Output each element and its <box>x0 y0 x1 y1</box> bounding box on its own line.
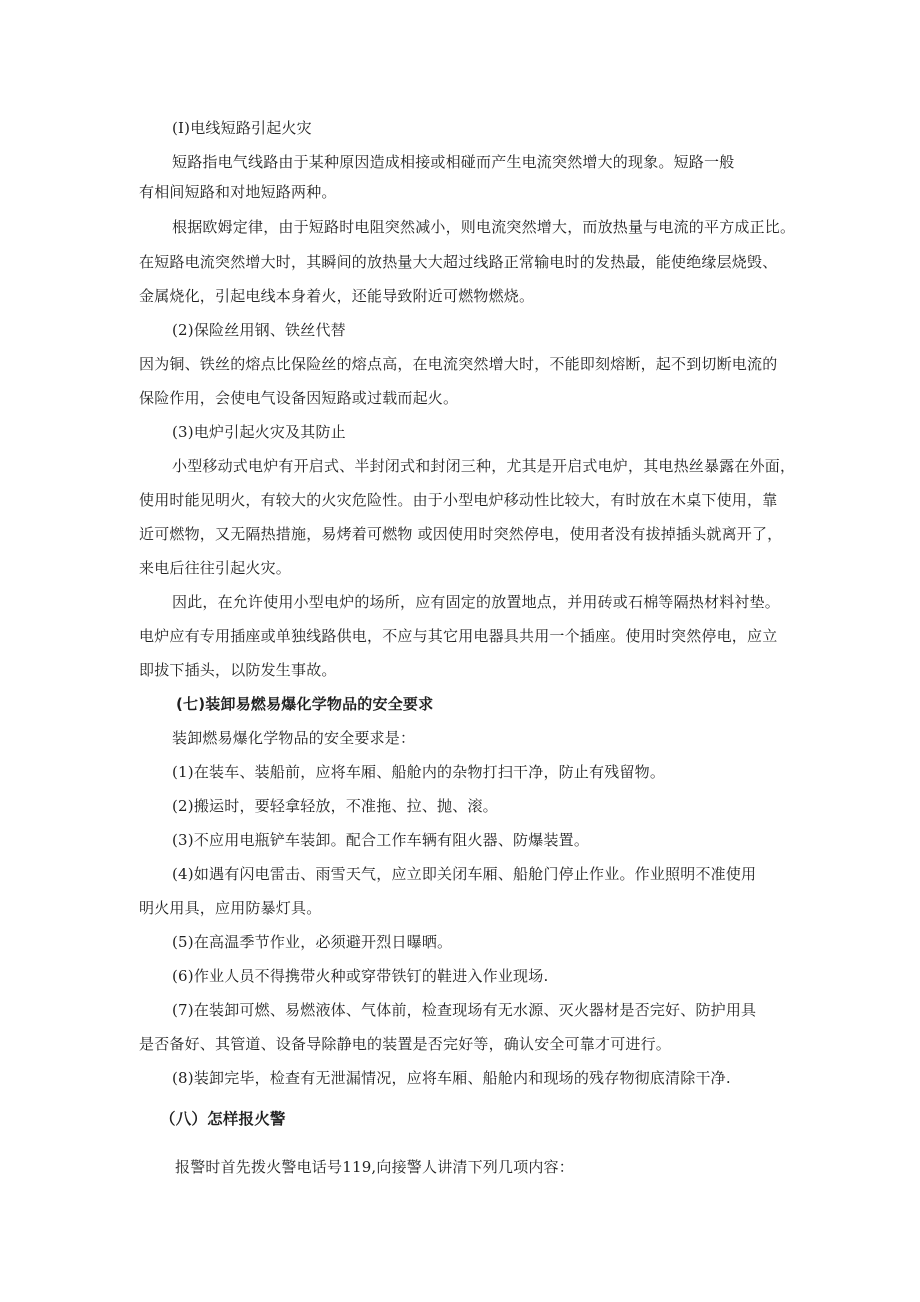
paragraph-line: 在短路电流突然增大时，其瞬间的放热量大大超过线路正常输电时的发热最，能使绝缘层烧毁、 <box>139 253 778 271</box>
heading-fuse-replacement: (2)保险丝用钢、铁丝代替 <box>172 321 346 339</box>
paragraph-line: 因为铜、铁丝的熔点比保险丝的熔点高，在电流突然增大时，不能即刻熔断，起不到切断电流的 <box>139 355 778 373</box>
paragraph-line: 来电后往往引起火灾。 <box>139 559 292 577</box>
list-item: (6)作业人员不得携带火种或穿带铁钉的鞋进入作业现场. <box>172 967 549 985</box>
list-item: (1)在装车、装船前，应将车厢、船舱内的杂物打扫干净，防止有残留物。 <box>172 763 666 781</box>
list-item: (2)搬运时，要轻拿轻放，不准拖、拉、抛、滚。 <box>172 797 498 815</box>
paragraph-line: 短路指电气线路由于某种原因造成相接或相碰而产生电流突然增大的现象。短路一般 <box>172 153 735 171</box>
paragraph-line: 根据欧姆定律，由于短路时电阻突然减小，则电流突然增大，而放热量与电流的平方成正比。 <box>172 218 796 236</box>
paragraph-line: 金属烧化，引起电线本身着火，还能导致附近可燃物燃烧。 <box>139 287 535 305</box>
paragraph-line: 保险作用，会使电气设备因短路或过载而起火。 <box>139 389 459 407</box>
list-item: (5)在高温季节作业，必须避开烈日曝晒。 <box>172 933 453 951</box>
paragraph-line: 使用时能见明火，有较大的火灾危险性。由于小型电炉移动性比较大，有时放在木桌下使用，靠 <box>139 491 778 509</box>
list-item-continuation: 是否备好、其管道、设备导除静电的装置是否完好等，确认安全可靠才可进行。 <box>139 1035 672 1053</box>
paragraph-line: 装卸燃易爆化学物品的安全要求是： <box>172 729 416 747</box>
list-item-continuation: 明火用具，应用防暴灯具。 <box>139 899 322 917</box>
paragraph-line: 即拔下插头，以防发生事故。 <box>139 661 337 679</box>
list-item: (3)不应用电瓶铲车装卸。配合工作车辆有阻火器、防爆装置。 <box>172 831 590 849</box>
heading-short-circuit-fire: (I)电线短路引起火灾 <box>172 119 312 137</box>
paragraph-line: 小型移动式电炉有开启式、半封闭式和封闭三种，尤其是开启式电炉，其电热丝暴露在外面， <box>172 457 796 475</box>
section-7-title: (七)装卸易燃易爆化学物品的安全要求 <box>176 695 434 713</box>
paragraph-line: 报警时首先拨火警电话号119,向接警人讲清下列几项内容： <box>175 1158 575 1176</box>
paragraph-line: 有相间短路和对地短路两种。 <box>139 183 337 201</box>
list-item: (7)在装卸可燃、易燃液体、气体前，检查现场有无水源、灭火器材是否完好、防护用具 <box>172 1001 757 1019</box>
paragraph-line: 电炉应有专用插座或单独线路供电，不应与其它用电器具共用一个插座。使用时突然停电，应立 <box>139 627 778 645</box>
heading-electric-stove-fire: (3)电炉引起火灾及其防止 <box>172 423 346 441</box>
list-item: (8)装卸完毕，检查有无泄漏情况，应将车厢、船舱内和现场的残存物彻底清除干净. <box>172 1069 731 1087</box>
section-8-title: （八）怎样报火警 <box>160 1110 286 1128</box>
paragraph-line: 因此，在允许使用小型电炉的场所，应有固定的放置地点，并用砖或石棉等隔热材料衬垫。 <box>172 593 781 611</box>
paragraph-line: 近可燃物，又无隔热措施，易烤着可燃物 或因使用时突然停电，使用者没有拔掉插头就离开了， <box>139 525 783 543</box>
list-item: (4)如遇有闪电雷击、雨雪天气，应立即关闭车厢、船舱门停止作业。作业照明不准使用 <box>172 865 757 883</box>
